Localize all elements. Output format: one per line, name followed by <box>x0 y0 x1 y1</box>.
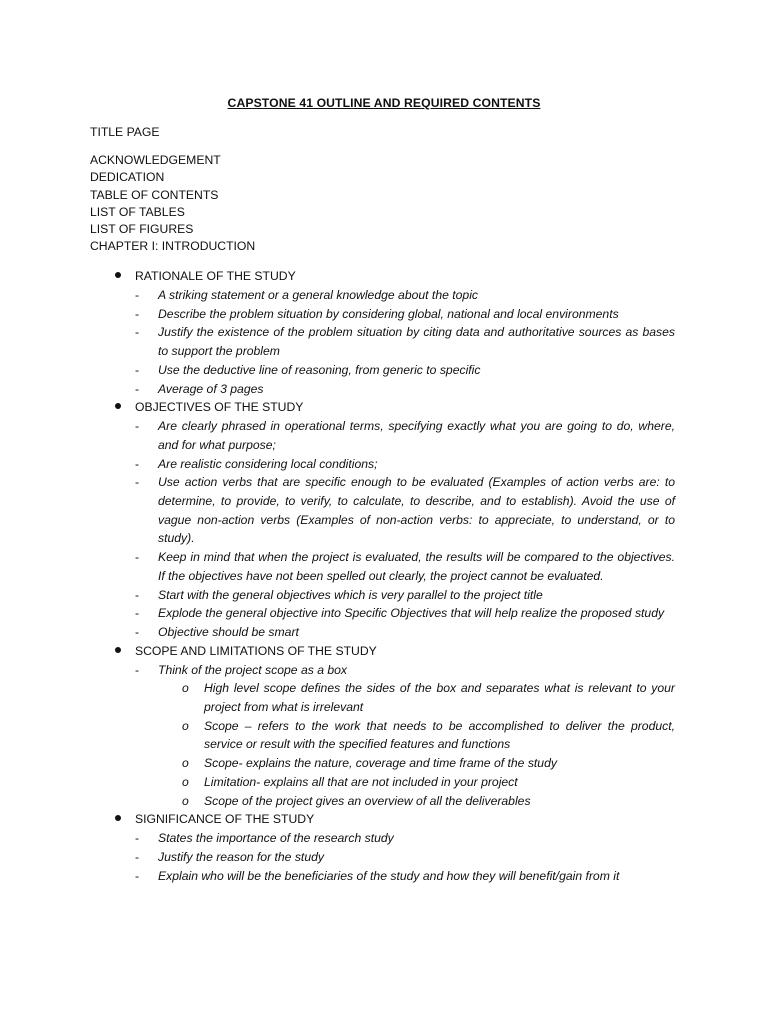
section <box>0 267 768 398</box>
list-item-text: Average of 3 pages <box>158 381 264 396</box>
list-item <box>0 867 768 886</box>
sub-list-item <box>0 754 675 773</box>
dash-marker: - <box>135 849 140 864</box>
document-title: CAPSTONE 41 OUTLINE AND REQUIRED CONTENTS <box>227 96 541 110</box>
list-item <box>0 417 768 454</box>
front-matter-item: LIST OF TABLES <box>90 204 185 219</box>
list-item <box>0 661 768 811</box>
dash-marker: - <box>135 606 140 621</box>
list-item <box>0 455 768 474</box>
list-item-text: Keep in mind that when the project is evaluated, the results will be compared to the objectives. If the objectives have not been spelled out clearly, the project cannot be evaluated. <box>158 550 675 583</box>
dash-marker: - <box>135 306 140 321</box>
list-item-text: Use the deductive line of reasoning, from generic to specific <box>158 362 481 377</box>
title-page-heading: TITLE PAGE <box>90 125 160 139</box>
sub-list-item-text: Scope of the project gives an overview of all the deliverables <box>204 793 531 808</box>
list-item-text: A striking statement or a general knowledge about the topic <box>158 288 478 302</box>
bullet-icon <box>115 403 121 409</box>
list-item <box>0 848 768 867</box>
dash-marker: - <box>135 475 140 490</box>
list-item-text: Explain who will be the beneficiaries of the study and how they will benefit/gain from it <box>158 868 620 883</box>
list-item-text: Objective should be smart <box>158 624 299 639</box>
list-item-text: Justify the reason for the study <box>158 849 324 864</box>
section-label: SCOPE AND LIMITATIONS OF THE STUDY <box>135 643 377 658</box>
list-item <box>0 623 768 642</box>
circle-marker: o <box>182 718 189 733</box>
dash-marker: - <box>135 624 140 639</box>
list-item <box>0 361 768 380</box>
section <box>0 642 768 811</box>
list-item <box>0 286 768 305</box>
dash-marker: - <box>135 868 140 883</box>
list-item-text: Explode the general objective into Specific Objectives that will help realize the proposed study <box>158 606 665 621</box>
front-matter-item: ACKNOWLEDGEMENT <box>90 153 221 167</box>
section-label: OBJECTIVES OF THE STUDY <box>135 400 304 415</box>
list-item <box>0 604 768 623</box>
sub-list-item-text: Limitation- explains all that are not included in your project <box>204 774 518 789</box>
circle-marker: o <box>182 756 189 771</box>
dash-marker: - <box>135 456 140 471</box>
section-heading <box>0 810 768 829</box>
section <box>0 398 768 641</box>
circle-marker: o <box>182 681 189 696</box>
front-matter-item: CHAPTER I: INTRODUCTION <box>90 239 256 254</box>
circle-marker: o <box>182 793 189 808</box>
list-item-text: Use action verbs that are specific enough to be evaluated (Examples of action verbs are: to determine, to provide, to verify, to calculate, to describe, and to establish). Avoid the use of vague non-action verbs (Examples of non-action verbs: to appreciate, to understand, or to study). <box>158 475 675 546</box>
dash-marker: - <box>135 550 140 565</box>
dash-marker: - <box>135 419 140 434</box>
dash-marker: - <box>135 362 140 377</box>
sub-list-item <box>0 773 675 792</box>
section-label: RATIONALE OF THE STUDY <box>135 269 296 283</box>
sub-list-item-text: High level scope defines the sides of the box and separates what is relevant to your project from what is irrelevant <box>204 681 675 715</box>
front-matter-item: TABLE OF CONTENTS <box>90 187 219 202</box>
section-items <box>0 829 768 885</box>
sub-list <box>158 679 675 810</box>
section-items <box>0 661 768 811</box>
sub-list-item <box>0 792 675 811</box>
section-items <box>0 417 768 641</box>
bullet-icon <box>115 815 121 821</box>
section-items <box>0 286 768 398</box>
list-item-text: Describe the problem situation by considering global, national and local environments <box>158 306 619 321</box>
dash-marker: - <box>135 831 140 846</box>
list-item-text: Start with the general objectives which is very parallel to the project title <box>158 587 543 602</box>
dash-marker: - <box>135 662 140 677</box>
sub-list-item <box>0 717 675 754</box>
dash-marker: - <box>135 381 140 396</box>
list-item-text: Are realistic considering local conditions; <box>158 456 378 471</box>
dash-marker: - <box>135 288 140 302</box>
front-matter-list <box>90 152 255 256</box>
dash-marker: - <box>135 587 140 602</box>
list-item <box>0 829 768 848</box>
front-matter-item: DEDICATION <box>90 170 165 185</box>
list-item-text: Justify the existence of the problem situation by citing data and authoritative sources as bases to support the problem <box>158 325 675 359</box>
section-heading <box>0 642 768 661</box>
circle-marker: o <box>182 774 189 789</box>
chapter-sections-list <box>0 267 768 885</box>
list-item <box>0 586 768 605</box>
dash-marker: - <box>135 325 140 340</box>
list-item-text: States the importance of the research study <box>158 831 394 846</box>
list-item <box>0 548 768 585</box>
bullet-icon <box>115 272 121 278</box>
sub-list-item <box>0 679 675 716</box>
sub-list-item-text: Scope- explains the nature, coverage and time frame of the study <box>204 756 557 771</box>
section-heading <box>0 267 768 286</box>
bullet-icon <box>115 647 121 653</box>
list-item <box>0 473 768 548</box>
list-item-text: Are clearly phrased in operational terms, specifying exactly what you are going to do, where, and for what purpose; <box>158 419 675 452</box>
list-item <box>0 305 768 324</box>
section <box>0 810 768 885</box>
section-heading <box>0 398 768 417</box>
list-item-text: Think of the project scope as a box <box>158 662 348 677</box>
sub-list-item-text: Scope – refers to the work that needs to be accomplished to deliver the product, service or result with the specified features and functions <box>204 718 675 752</box>
section-label: SIGNIFICANCE OF THE STUDY <box>135 812 315 827</box>
front-matter-item: LIST OF FIGURES <box>90 222 194 237</box>
list-item <box>0 323 768 360</box>
list-item <box>0 380 768 399</box>
